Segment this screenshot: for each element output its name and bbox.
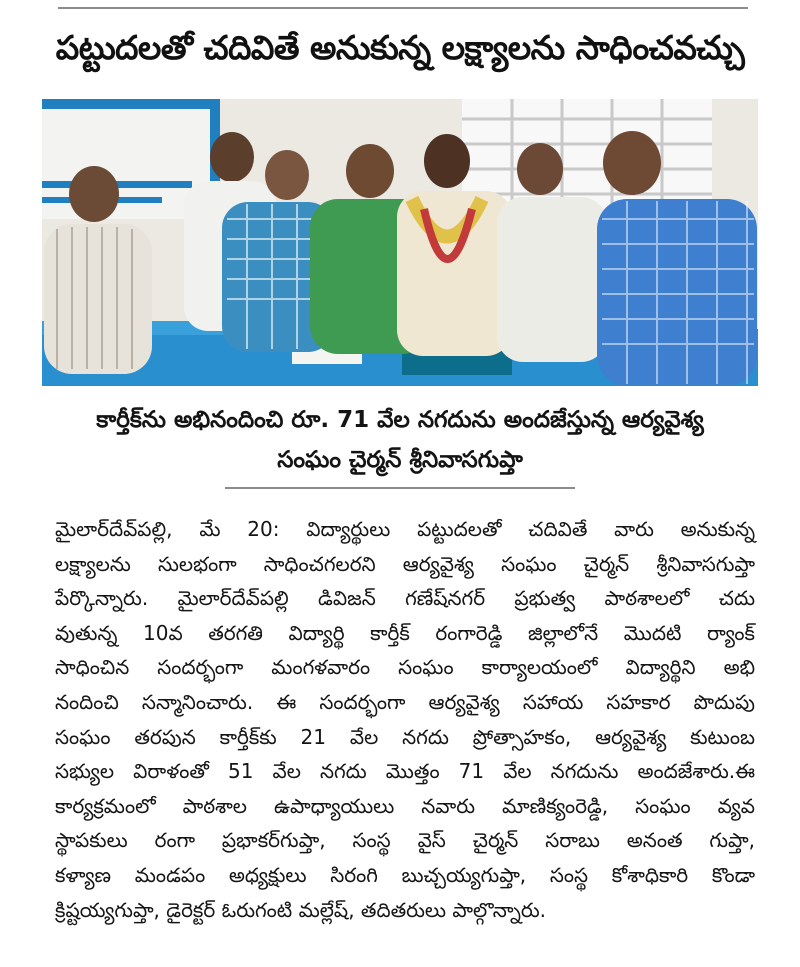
article-body — [55, 512, 755, 927]
group-photo-icon — [42, 99, 758, 386]
caption-line: కార్తీక్‌ను అభినందించి రూ. 71 వేల నగదును అందజేస్తున్న ఆర్యవైశ్య — [96, 407, 704, 433]
photo-caption — [60, 400, 740, 480]
body-line: వుతున్న 10వ తరగతి విద్యార్థి కార్తీక్ రంగారెడ్డి జిల్లాలోనే మొదటి ర్యాంక్ — [55, 620, 755, 645]
body-line: కార్యక్రమంలో పాఠశాల ఉపాధ్యాయులు నవారు మాణిక్యంరెడ్డి, సంఘం వ్యవ — [55, 793, 755, 818]
body-line: నందించి సన్మానించారు. ఈ సందర్భంగా ఆర్యవైశ్య సహాయ సహకార పొదుపు — [55, 689, 755, 714]
body-line: సాధించిన సందర్భంగా మంగళవారం సంఘం కార్యాలయంలో విద్యార్థిని అభి — [55, 655, 755, 680]
body-line: కళ్యాణ మండపం అధ్యక్షులు సిరంగి బుచ్చయ్యగుప్తా, సంస్థ కోశాధికారి కొండా — [55, 862, 755, 887]
body-line: సభ్యుల విరాళంతో 51 వేల నగదు మొత్తం 71 వేల నగదును అందజేశారు.ఈ — [55, 759, 755, 784]
body-line: లక్ష్యాలను సులభంగా సాధించగలరని ఆర్యవైశ్య సంఘం చైర్మన్ శ్రీనివాసగుప్తా — [55, 551, 755, 576]
body-line: క్రిష్టయ్యగుప్తా, డైరెక్టర్ ఓరుగంటి మల్లేష్, తదితరులు పాల్గొన్నారు. — [55, 897, 547, 922]
news-photo — [42, 99, 758, 386]
body-line: స్థాపకులు రంగా ప్రభాకర్‌గుప్తా, సంస్థ వైస్ చైర్మన్ సరాబు అనంత గుప్తా, — [55, 828, 755, 853]
body-line: మైలార్‌దేవ్‌పల్లి, మే 20: విద్యార్థులు పట్టుదలతో చదివితే వారు అనుకున్న — [55, 517, 755, 541]
caption-divider — [225, 487, 575, 489]
top-divider — [58, 7, 748, 9]
body-line: సంఘం తరపున కార్తీక్‌కు 21 వేల నగదు ప్రోత్సాహకం, ఆర్యవైశ్య కుటుంబ — [55, 724, 755, 749]
caption-line: సంఘం చైర్మన్ శ్రీనివాసగుప్తా — [277, 447, 523, 473]
body-line: పేర్కొన్నారు. మైలార్‌దేవ్‌పల్లి డివిజన్ గణేష్‌నగర్ ప్రభుత్వ పాఠశాలలో చదు — [55, 586, 755, 611]
headline: పట్టుదలతో చదివితే అనుకున్న లక్ష్యాలను సాధించవచ్చు — [55, 28, 745, 67]
